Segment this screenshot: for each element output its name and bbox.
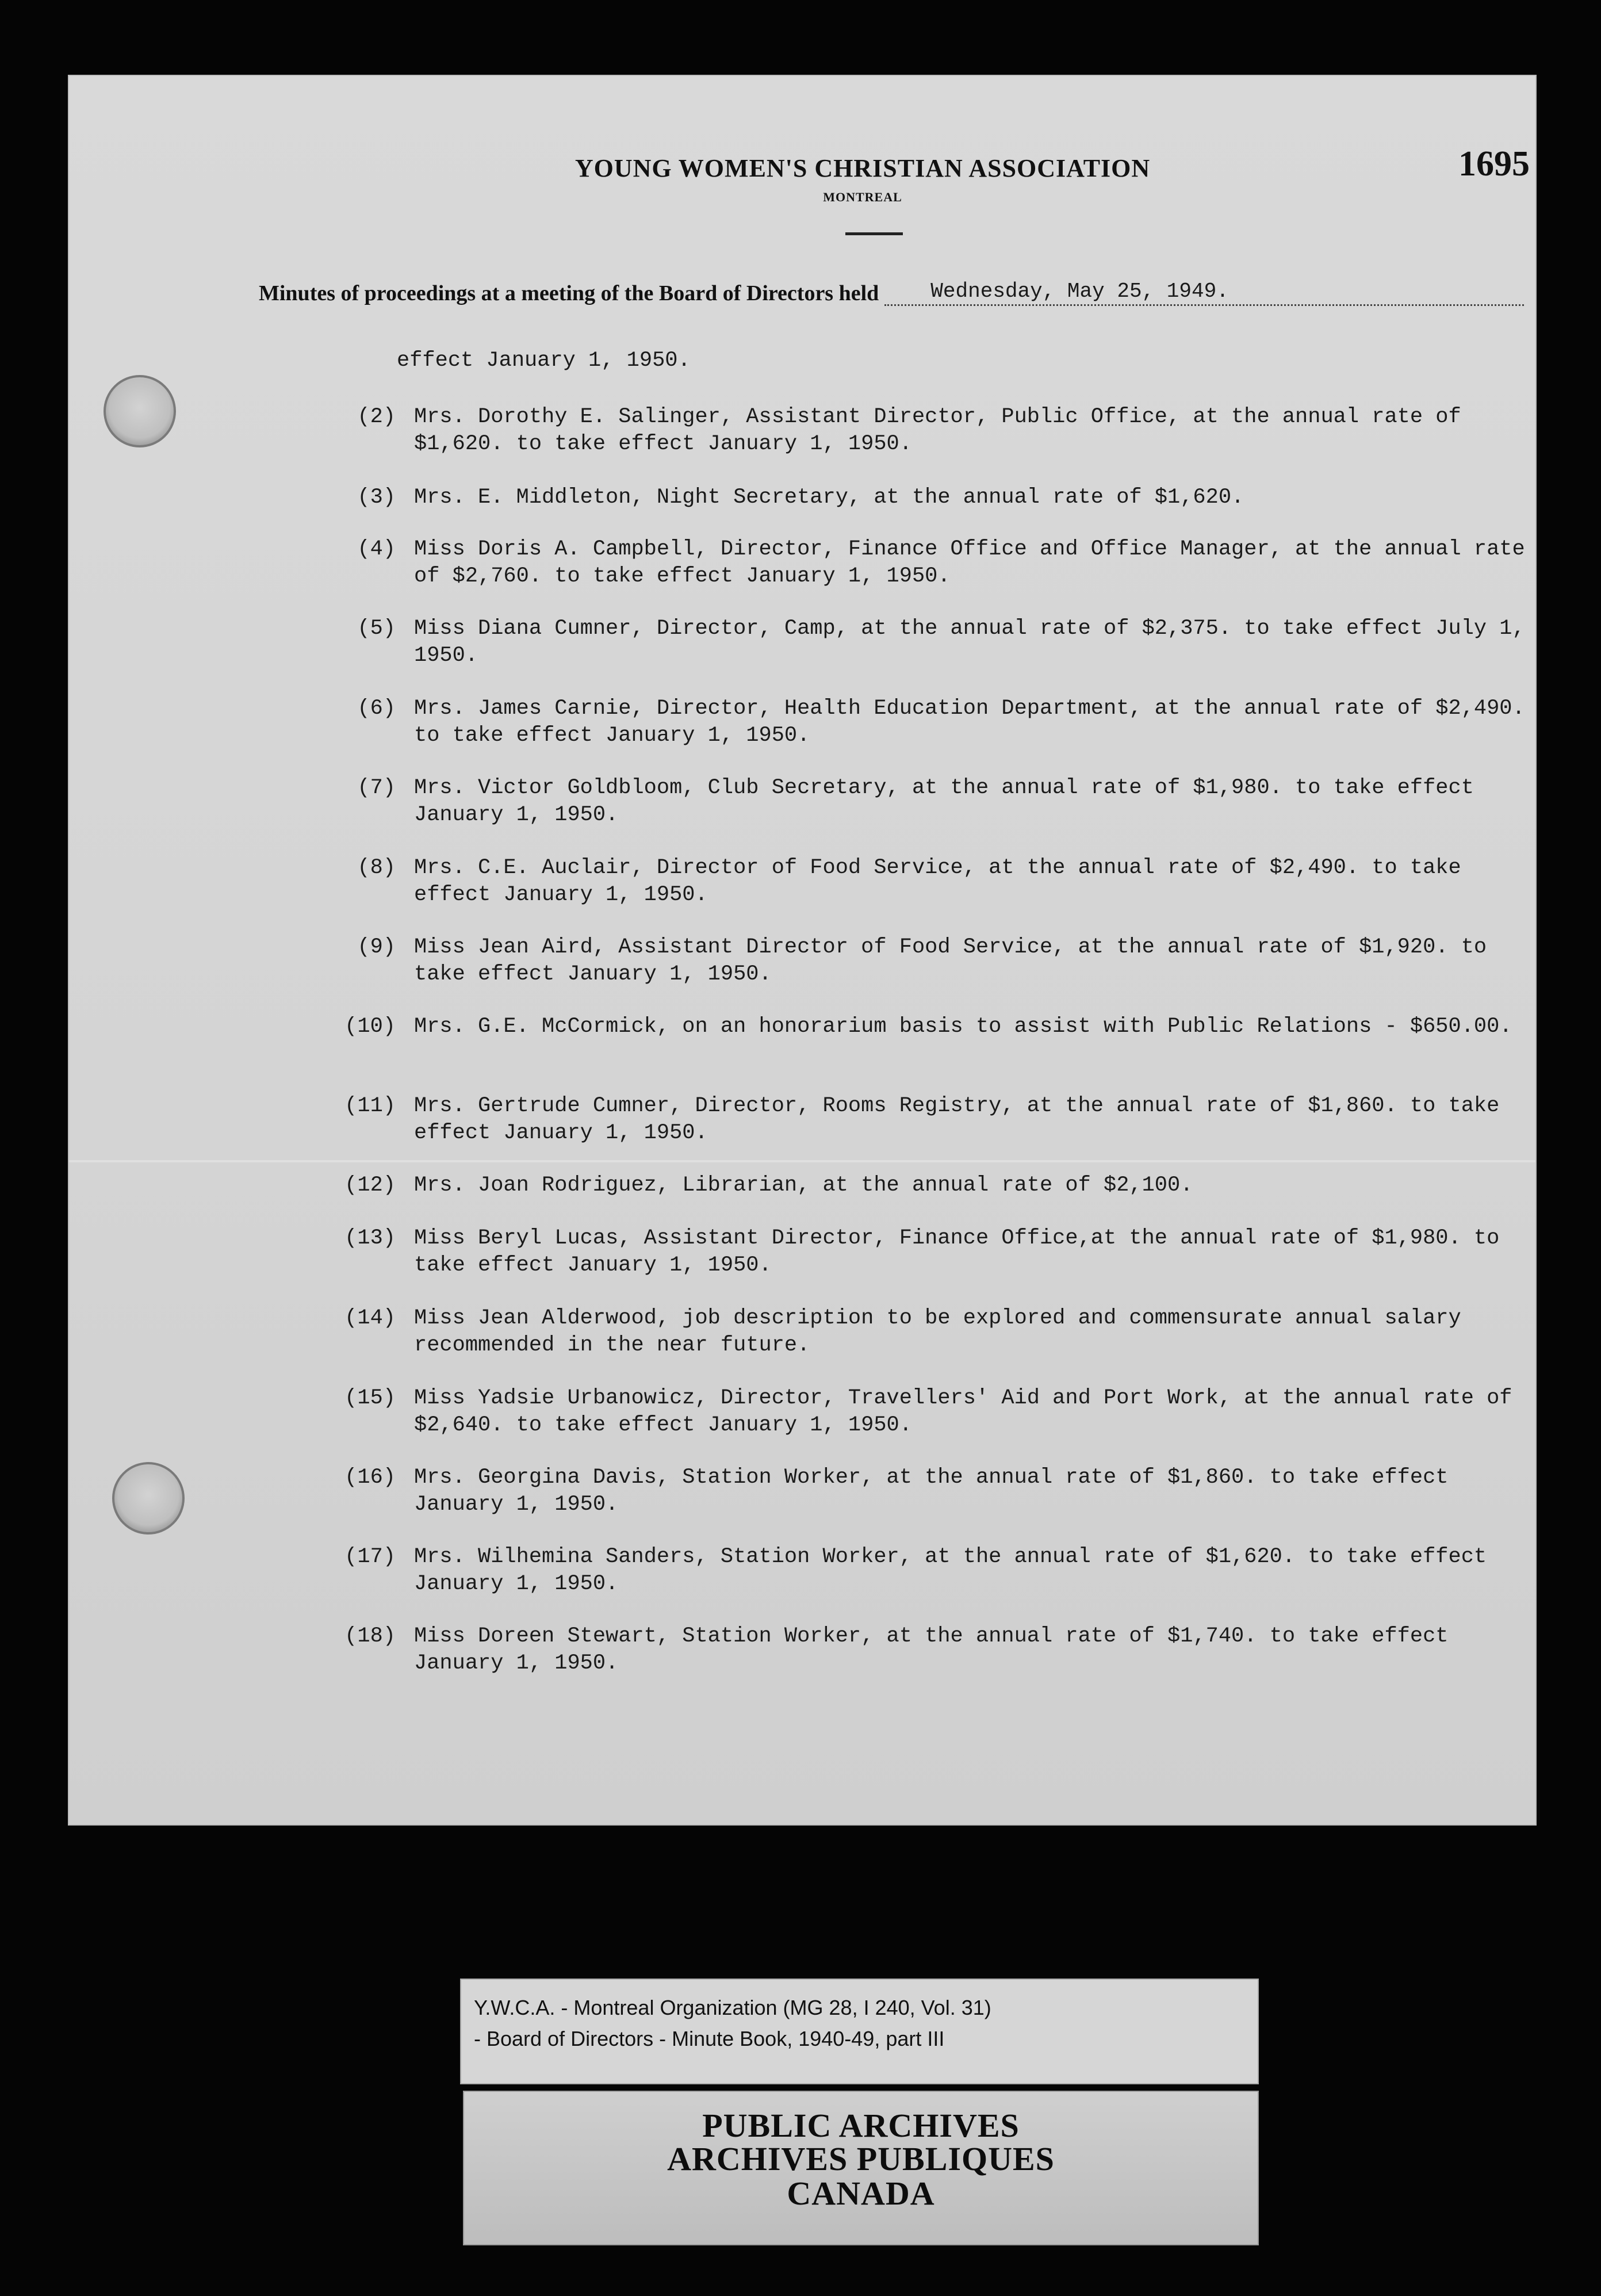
entry-number: (15) xyxy=(344,1386,396,1410)
entry-number: (16) xyxy=(344,1465,396,1490)
entry-number: (9) xyxy=(357,935,396,959)
entry-number: (18) xyxy=(344,1624,396,1648)
entry-number: (13) xyxy=(344,1226,396,1250)
organization-title: YOUNG WOMEN'S CHRISTIAN ASSOCIATION xyxy=(574,154,1151,182)
entry-text: Mrs. Joan Rodriguez, Librarian, at the annual rate of $2,100. xyxy=(414,1173,1193,1197)
entry-number: (4) xyxy=(357,537,396,561)
list-item xyxy=(299,1225,1535,1279)
entry-text: Mrs. Wilhemina Sanders, Station Worker, at the annual rate of $1,620. to take effect January 1, 1950. xyxy=(414,1545,1487,1596)
entry-text: Miss Yadsie Urbanowicz, Director, Travellers' Aid and Port Work, at the annual rate of $2,640. to take effect January 1, 1950. xyxy=(414,1386,1512,1437)
list-item xyxy=(299,1385,1535,1439)
entry-number: (8) xyxy=(357,856,396,880)
list-item xyxy=(299,1544,1535,1598)
archive-stamp-line: ARCHIVES PUBLIQUES xyxy=(667,2140,1055,2178)
list-item xyxy=(299,695,1535,749)
list-item xyxy=(299,1464,1535,1518)
entry-number: (5) xyxy=(357,617,396,641)
list-item xyxy=(299,615,1535,669)
list-item xyxy=(299,1305,1535,1359)
entry-text: Mrs. E. Middleton, Night Secretary, at the annual rate of $1,620. xyxy=(414,485,1244,510)
list-item xyxy=(299,1013,1535,1040)
continuation-text: effect January 1, 1950. xyxy=(397,349,691,373)
entry-number: (11) xyxy=(344,1094,396,1118)
meeting-date: Wednesday, May 25, 1949. xyxy=(930,280,1229,303)
entry-number: (10) xyxy=(344,1015,396,1039)
list-item xyxy=(299,775,1535,829)
list-item xyxy=(299,1172,1535,1199)
entry-number: (7) xyxy=(357,776,396,800)
entry-text: Mrs. C.E. Auclair, Director of Food Service, at the annual rate of $2,490. to take effect January 1, 1950. xyxy=(414,856,1461,907)
entry-text: Miss Diana Cumner, Director, Camp, at the annual rate of $2,375. to take effect July 1, 1950. xyxy=(414,617,1525,668)
list-item xyxy=(299,1623,1535,1677)
list-item xyxy=(299,934,1535,988)
list-item xyxy=(299,536,1535,590)
entry-number: (17) xyxy=(344,1545,396,1569)
entry-text: Mrs. James Carnie, Director, Health Education Department, at the annual rate of $2,490. to take effect January 1, 1950. xyxy=(414,697,1525,748)
punch-hole xyxy=(112,1462,185,1535)
minutes-date-field xyxy=(884,280,1524,306)
page-number: 1695 xyxy=(1458,144,1530,183)
entry-number: (2) xyxy=(357,405,396,429)
entry-number: (6) xyxy=(357,697,396,721)
punch-hole xyxy=(104,375,176,447)
entry-number: (14) xyxy=(344,1306,396,1330)
archive-reference-line: - Board of Directors - Minute Book, 1940-49, part III xyxy=(474,2027,945,2050)
archive-stamp-line: CANADA xyxy=(787,2175,935,2212)
entry-text: Mrs. Dorothy E. Salinger, Assistant Director, Public Office, at the annual rate of $1,620. to take effect January 1, 1950. xyxy=(414,405,1461,456)
fold-line xyxy=(69,1160,1535,1162)
entry-number: (3) xyxy=(357,485,396,510)
entry-text: Mrs. Gertrude Cumner, Director, Rooms Registry, at the annual rate of $1,860. to take effect January 1, 1950. xyxy=(414,1094,1500,1145)
entry-text: Miss Beryl Lucas, Assistant Director, Finance Office,at the annual rate of $1,980. to take effect January 1, 1950. xyxy=(414,1226,1500,1277)
organization-city: MONTREAL xyxy=(823,190,902,204)
entry-text: Miss Doreen Stewart, Station Worker, at the annual rate of $1,740. to take effect January 1, 1950. xyxy=(414,1624,1449,1675)
list-item xyxy=(299,1093,1535,1147)
entry-text: Mrs. Victor Goldbloom, Club Secretary, at the annual rate of $1,980. to take effect January 1, 1950. xyxy=(414,776,1474,827)
archive-reference-label xyxy=(460,1979,1259,2084)
entry-text: Mrs. Georgina Davis, Station Worker, at the annual rate of $1,860. to take effect January 1, 1950. xyxy=(414,1465,1449,1517)
entry-text: Mrs. G.E. McCormick, on an honorarium basis to assist with Public Relations - $650.00. xyxy=(414,1015,1512,1039)
entry-text: Miss Jean Alderwood, job description to be explored and commensurate annual salary recommended in the near future. xyxy=(414,1306,1461,1357)
entry-text: Miss Jean Aird, Assistant Director of Food Service, at the annual rate of $1,920. to take effect January 1, 1950. xyxy=(414,935,1487,986)
list-item xyxy=(299,404,1535,458)
document-page xyxy=(68,75,1537,1826)
entry-text: Miss Doris A. Campbell, Director, Finance Office and Office Manager, at the annual rate of $2,760. to take effect January 1, 1950. xyxy=(414,537,1525,588)
archive-stamp xyxy=(463,2091,1259,2245)
list-item xyxy=(299,484,1535,511)
archive-stamp-line: PUBLIC ARCHIVES xyxy=(702,2107,1020,2144)
archive-reference-line: Y.W.C.A. - Montreal Organization (MG 28, I 240, Vol. 31) xyxy=(474,1996,991,2019)
minutes-label: Minutes of proceedings at a meeting of the Board of Directors held xyxy=(259,281,879,305)
list-item xyxy=(299,855,1535,909)
entry-number: (12) xyxy=(344,1173,396,1197)
minutes-heading xyxy=(259,271,1524,306)
title-divider xyxy=(845,232,903,235)
